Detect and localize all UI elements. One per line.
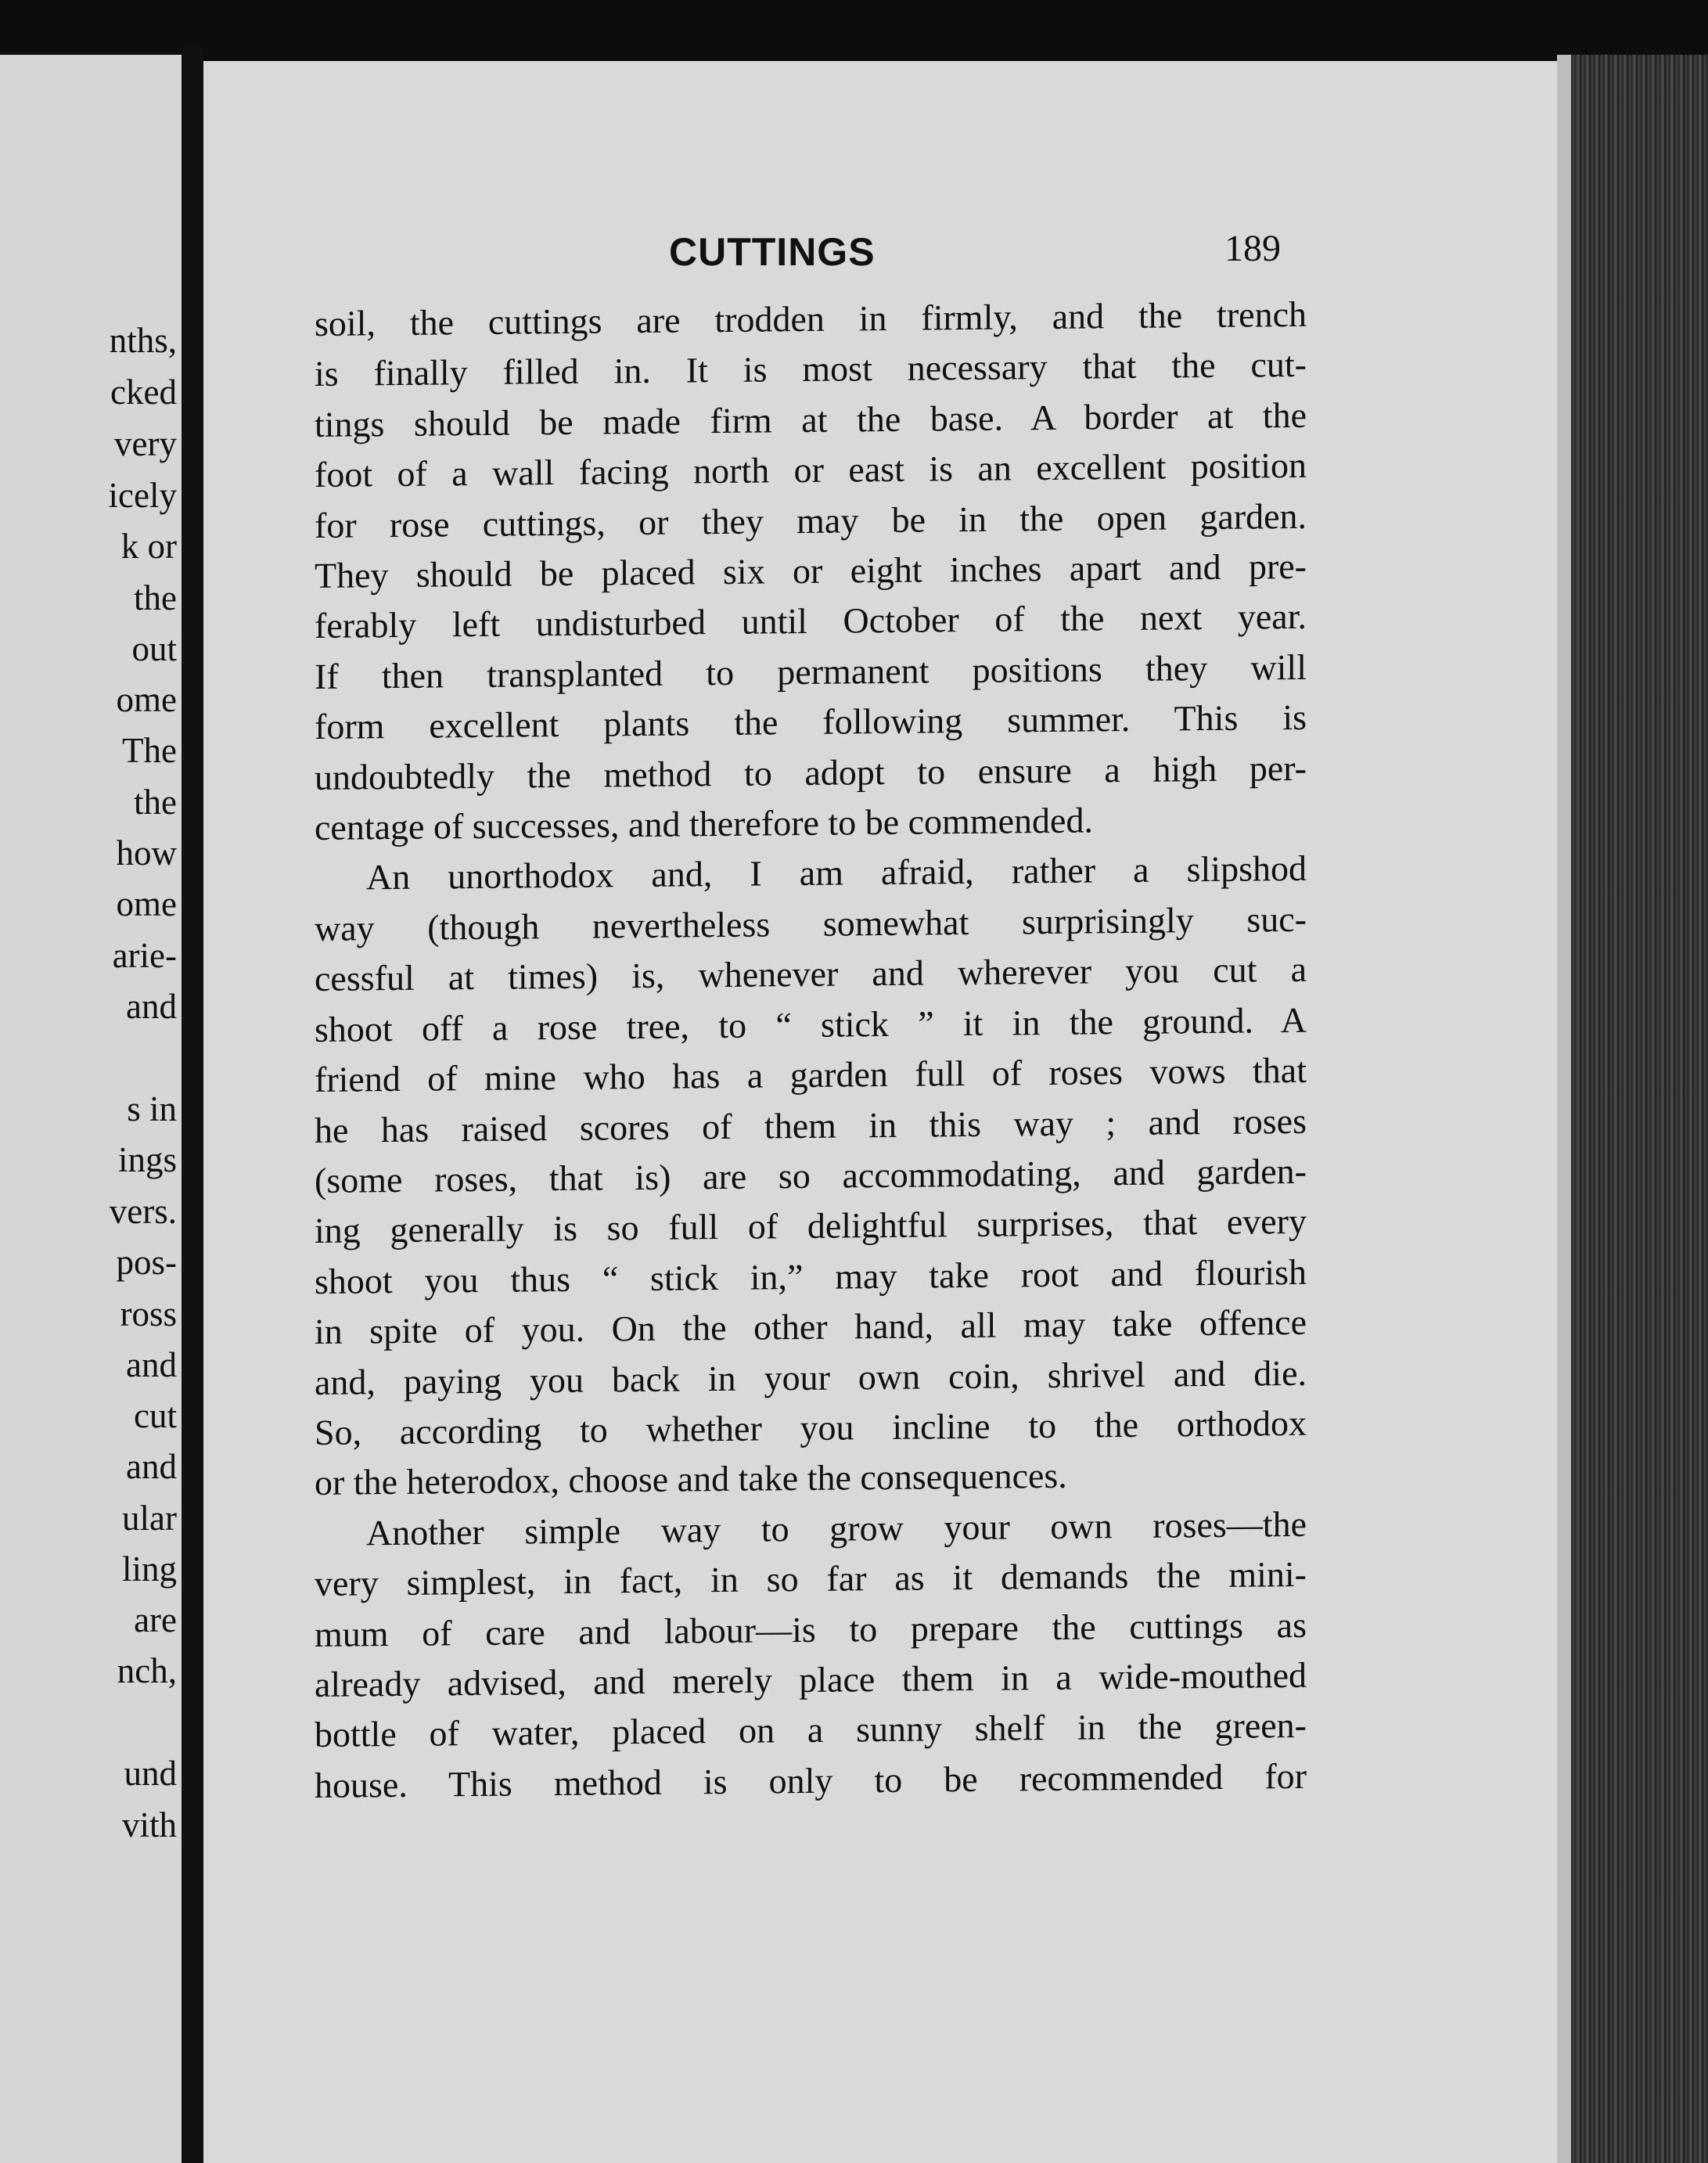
text-line: mum of care and labour—is to prepare the cuttings as xyxy=(315,1604,1307,1654)
left-page-fragment: The xyxy=(122,731,177,770)
left-page-fragment: cked xyxy=(110,372,177,412)
left-page-fragment: and xyxy=(126,1345,177,1384)
text-line: Another simple way to grow your own roses—the xyxy=(366,1503,1307,1553)
left-page-fragment: how xyxy=(116,833,177,873)
left-page-fragment: ular xyxy=(122,1499,177,1538)
left-page-fragment: nths, xyxy=(109,321,177,360)
text-line: form excellent plants the following summer. This is xyxy=(315,697,1307,747)
left-page-fragment: s in xyxy=(127,1089,177,1128)
left-page-fragment: ings xyxy=(117,1140,177,1179)
text-line: for rose cuttings, or they may be in the open garden. xyxy=(315,495,1307,545)
text-line: So, according to whether you incline to the orthodox xyxy=(315,1402,1307,1452)
text-line: undoubtedly the method to adopt to ensure a high per- xyxy=(315,747,1307,797)
text-line: foot of a wall facing north or east is an excellent position xyxy=(315,445,1307,495)
book-gutter xyxy=(182,47,203,2163)
page-number: 189 xyxy=(1224,228,1281,269)
left-page-fragment: arie- xyxy=(112,936,177,975)
text-line: ing generally is so full of delightful surprises, that every xyxy=(315,1201,1307,1251)
left-page-fragment: and xyxy=(126,1447,177,1486)
left-page-fragment: very xyxy=(114,424,177,463)
page-edge-highlight xyxy=(1557,55,1571,2163)
left-page-fragment: the xyxy=(134,783,177,822)
left-page-fragment: cut xyxy=(134,1396,177,1435)
left-page-fragment: vers. xyxy=(109,1192,177,1231)
left-page-fragment: are xyxy=(134,1600,177,1639)
left-page-fragment: the xyxy=(134,578,177,617)
left-page-fragment: ome xyxy=(116,680,177,719)
left-page-fragment: out xyxy=(131,629,177,668)
text-line: centage of successes, and therefore to be commended. xyxy=(315,800,1093,848)
left-page xyxy=(0,55,182,2163)
text-line: cessful at times) is, whenever and wherever you cut a xyxy=(315,949,1307,999)
text-line: friend of mine who has a garden full of roses vows that xyxy=(315,1049,1307,1100)
text-line: already advised, and merely place them in a wide-mouthed xyxy=(315,1654,1307,1704)
text-line: ferably left undisturbed until October of the next year. xyxy=(315,596,1307,646)
running-head: CUTTINGS xyxy=(669,230,876,274)
left-page-fragment: ling xyxy=(121,1549,177,1589)
left-page-fragment: pos- xyxy=(116,1243,177,1282)
body-text xyxy=(315,290,1307,1811)
text-line: in spite of you. On the other hand, all may take offence xyxy=(315,1301,1307,1352)
left-page-fragment: ross xyxy=(120,1294,177,1333)
text-line: An unorthodox and, I am afraid, rather a slipshod xyxy=(366,848,1307,898)
page-edges xyxy=(1557,55,1708,2163)
left-page-fragment: ome xyxy=(116,884,177,923)
text-line: and, paying you back in your own coin, shrivel and die. xyxy=(315,1352,1307,1402)
text-line: or the heterodox, choose and take the consequences. xyxy=(315,1456,1067,1503)
text-line: (some roses, that is) are so accommodating, and garden- xyxy=(315,1150,1307,1200)
text-line: shoot off a rose tree, to “ stick ” it in the ground. A xyxy=(315,999,1307,1049)
text-line: If then transplanted to permanent positions they will xyxy=(315,646,1307,696)
text-line: he has raised scores of them in this way ; and roses xyxy=(315,1100,1307,1150)
text-line: way (though nevertheless somewhat surprisingly suc- xyxy=(315,898,1307,948)
text-line: soil, the cuttings are trodden in firmly, and the trench xyxy=(315,293,1307,344)
text-line: house. This method is only to be recommended for xyxy=(315,1755,1307,1805)
text-line: very simplest, in fact, in so far as it demands the mini- xyxy=(315,1553,1307,1604)
text-line: is finally filled in. It is most necessary that the cut- xyxy=(315,344,1307,394)
text-line: They should be placed six or eight inches apart and pre- xyxy=(315,545,1307,596)
text-line: shoot you thus “ stick in,” may take root and flourish xyxy=(315,1251,1307,1301)
left-page-fragment: and xyxy=(126,987,177,1026)
text-line: tings should be made firm at the base. A border at the xyxy=(315,394,1307,444)
left-page-fragment: nch, xyxy=(117,1651,177,1690)
left-page-fragment: und xyxy=(124,1754,177,1793)
left-page-fragment: vith xyxy=(121,1805,177,1844)
text-line: bottle of water, placed on a sunny shelf in the green- xyxy=(315,1705,1307,1755)
left-page-fragment: k or xyxy=(120,527,177,566)
left-page-fragment: icely xyxy=(108,476,177,515)
